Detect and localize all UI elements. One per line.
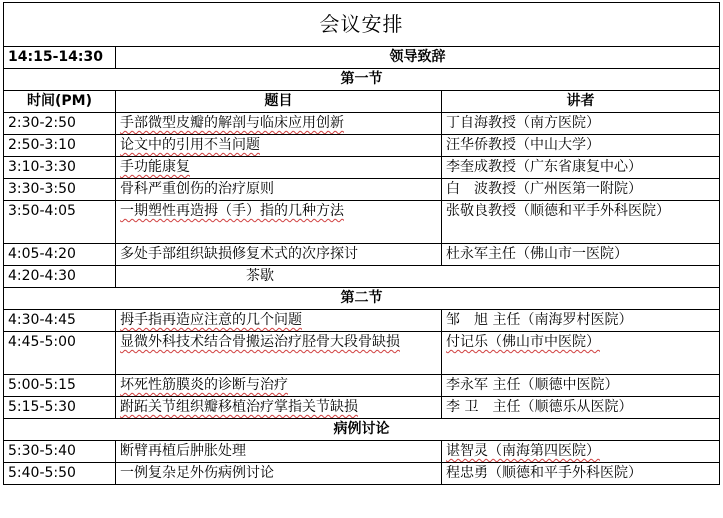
header-row: [4, 91, 720, 113]
row-speaker: 李 卫 主任（顺德乐从医院）: [442, 397, 720, 419]
row-speaker: 李永军 主任（顺德中医院）: [442, 375, 720, 397]
row-topic: 手部微型皮瓣的解剖与临床应用创新: [116, 113, 442, 135]
row-topic: 骨科严重创伤的治疗原则: [116, 179, 442, 201]
row-time: 4:30-4:45: [4, 310, 116, 332]
row-topic: 坏死性筋膜炎的诊断与治疗: [116, 375, 442, 397]
header-time: 时间(PM): [4, 91, 116, 113]
table-row: [4, 397, 720, 419]
row-speaker: 程忠勇（顺德和平手外科医院）: [442, 463, 720, 485]
page-title: 会议安排: [4, 3, 720, 47]
row-topic: 论文中的引用不当问题: [116, 135, 442, 157]
row-time: 5:30-5:40: [4, 441, 116, 463]
table-row: [4, 179, 720, 201]
table-row: [4, 375, 720, 397]
table-row: [4, 201, 720, 244]
row-speaker: 张敬良教授（顺德和平手外科医院）: [442, 201, 720, 244]
break-row: [4, 266, 720, 288]
opening-label: 领导致辞: [116, 47, 720, 69]
table-row: [4, 332, 720, 375]
row-topic: 拇手指再造应注意的几个问题: [116, 310, 442, 332]
row-time: 5:40-5:50: [4, 463, 116, 485]
row-speaker: 白 波教授（广州医第一附院）: [442, 179, 720, 201]
row-speaker: 李奎成教授（广东省康复中心）: [442, 157, 720, 179]
row-topic: 手功能康复: [116, 157, 442, 179]
row-speaker: 汪华侨教授（中山大学）: [442, 135, 720, 157]
table-row: [4, 310, 720, 332]
row-time: 3:10-3:30: [4, 157, 116, 179]
table-row: [4, 135, 720, 157]
row-time: 4:05-4:20: [4, 244, 116, 266]
row-topic: 断臂再植后肿胀处理: [116, 441, 442, 463]
row-time: 3:30-3:50: [4, 179, 116, 201]
row-topic: 一例复杂足外伤病例讨论: [116, 463, 442, 485]
row-time: 2:30-2:50: [4, 113, 116, 135]
row-time: 5:00-5:15: [4, 375, 116, 397]
schedule-table: [3, 2, 720, 485]
section-heading-3: 病例讨论: [4, 419, 720, 441]
row-topic: 多处手部组织缺损修复术式的次序探讨: [116, 244, 442, 266]
section-heading-2: 第二节: [4, 288, 720, 310]
row-topic: 跗跖关节组织瓣移植治疗掌指关节缺损: [116, 397, 442, 419]
row-topic: 显微外科技术结合骨搬运治疗胫骨大段骨缺损: [116, 332, 442, 375]
break-label: 茶歇: [116, 266, 720, 288]
header-speaker: 讲者: [442, 91, 720, 113]
row-speaker: 谌智灵（南海第四医院）: [442, 441, 720, 463]
table-row: [4, 463, 720, 485]
table-row: [4, 244, 720, 266]
table-row: [4, 113, 720, 135]
row-speaker: 邹 旭 主任（南海罗村医院）: [442, 310, 720, 332]
section-heading-1: 第一节: [4, 69, 720, 91]
row-speaker: 付记乐（佛山市中医院）: [442, 332, 720, 375]
row-time: 4:20-4:30: [4, 266, 116, 288]
table-row: [4, 441, 720, 463]
opening-time: 14:15-14:30: [4, 47, 116, 69]
row-topic: 一期塑性再造拇（手）指的几种方法: [116, 201, 442, 244]
row-time: 5:15-5:30: [4, 397, 116, 419]
row-time: 4:45-5:00: [4, 332, 116, 375]
row-speaker: 丁自海教授（南方医院）: [442, 113, 720, 135]
header-topic: 题目: [116, 91, 442, 113]
row-time: 3:50-4:05: [4, 201, 116, 244]
opening-row: [4, 47, 720, 69]
row-speaker: 杜永军主任（佛山市一医院）: [442, 244, 720, 266]
table-row: [4, 157, 720, 179]
row-time: 2:50-3:10: [4, 135, 116, 157]
